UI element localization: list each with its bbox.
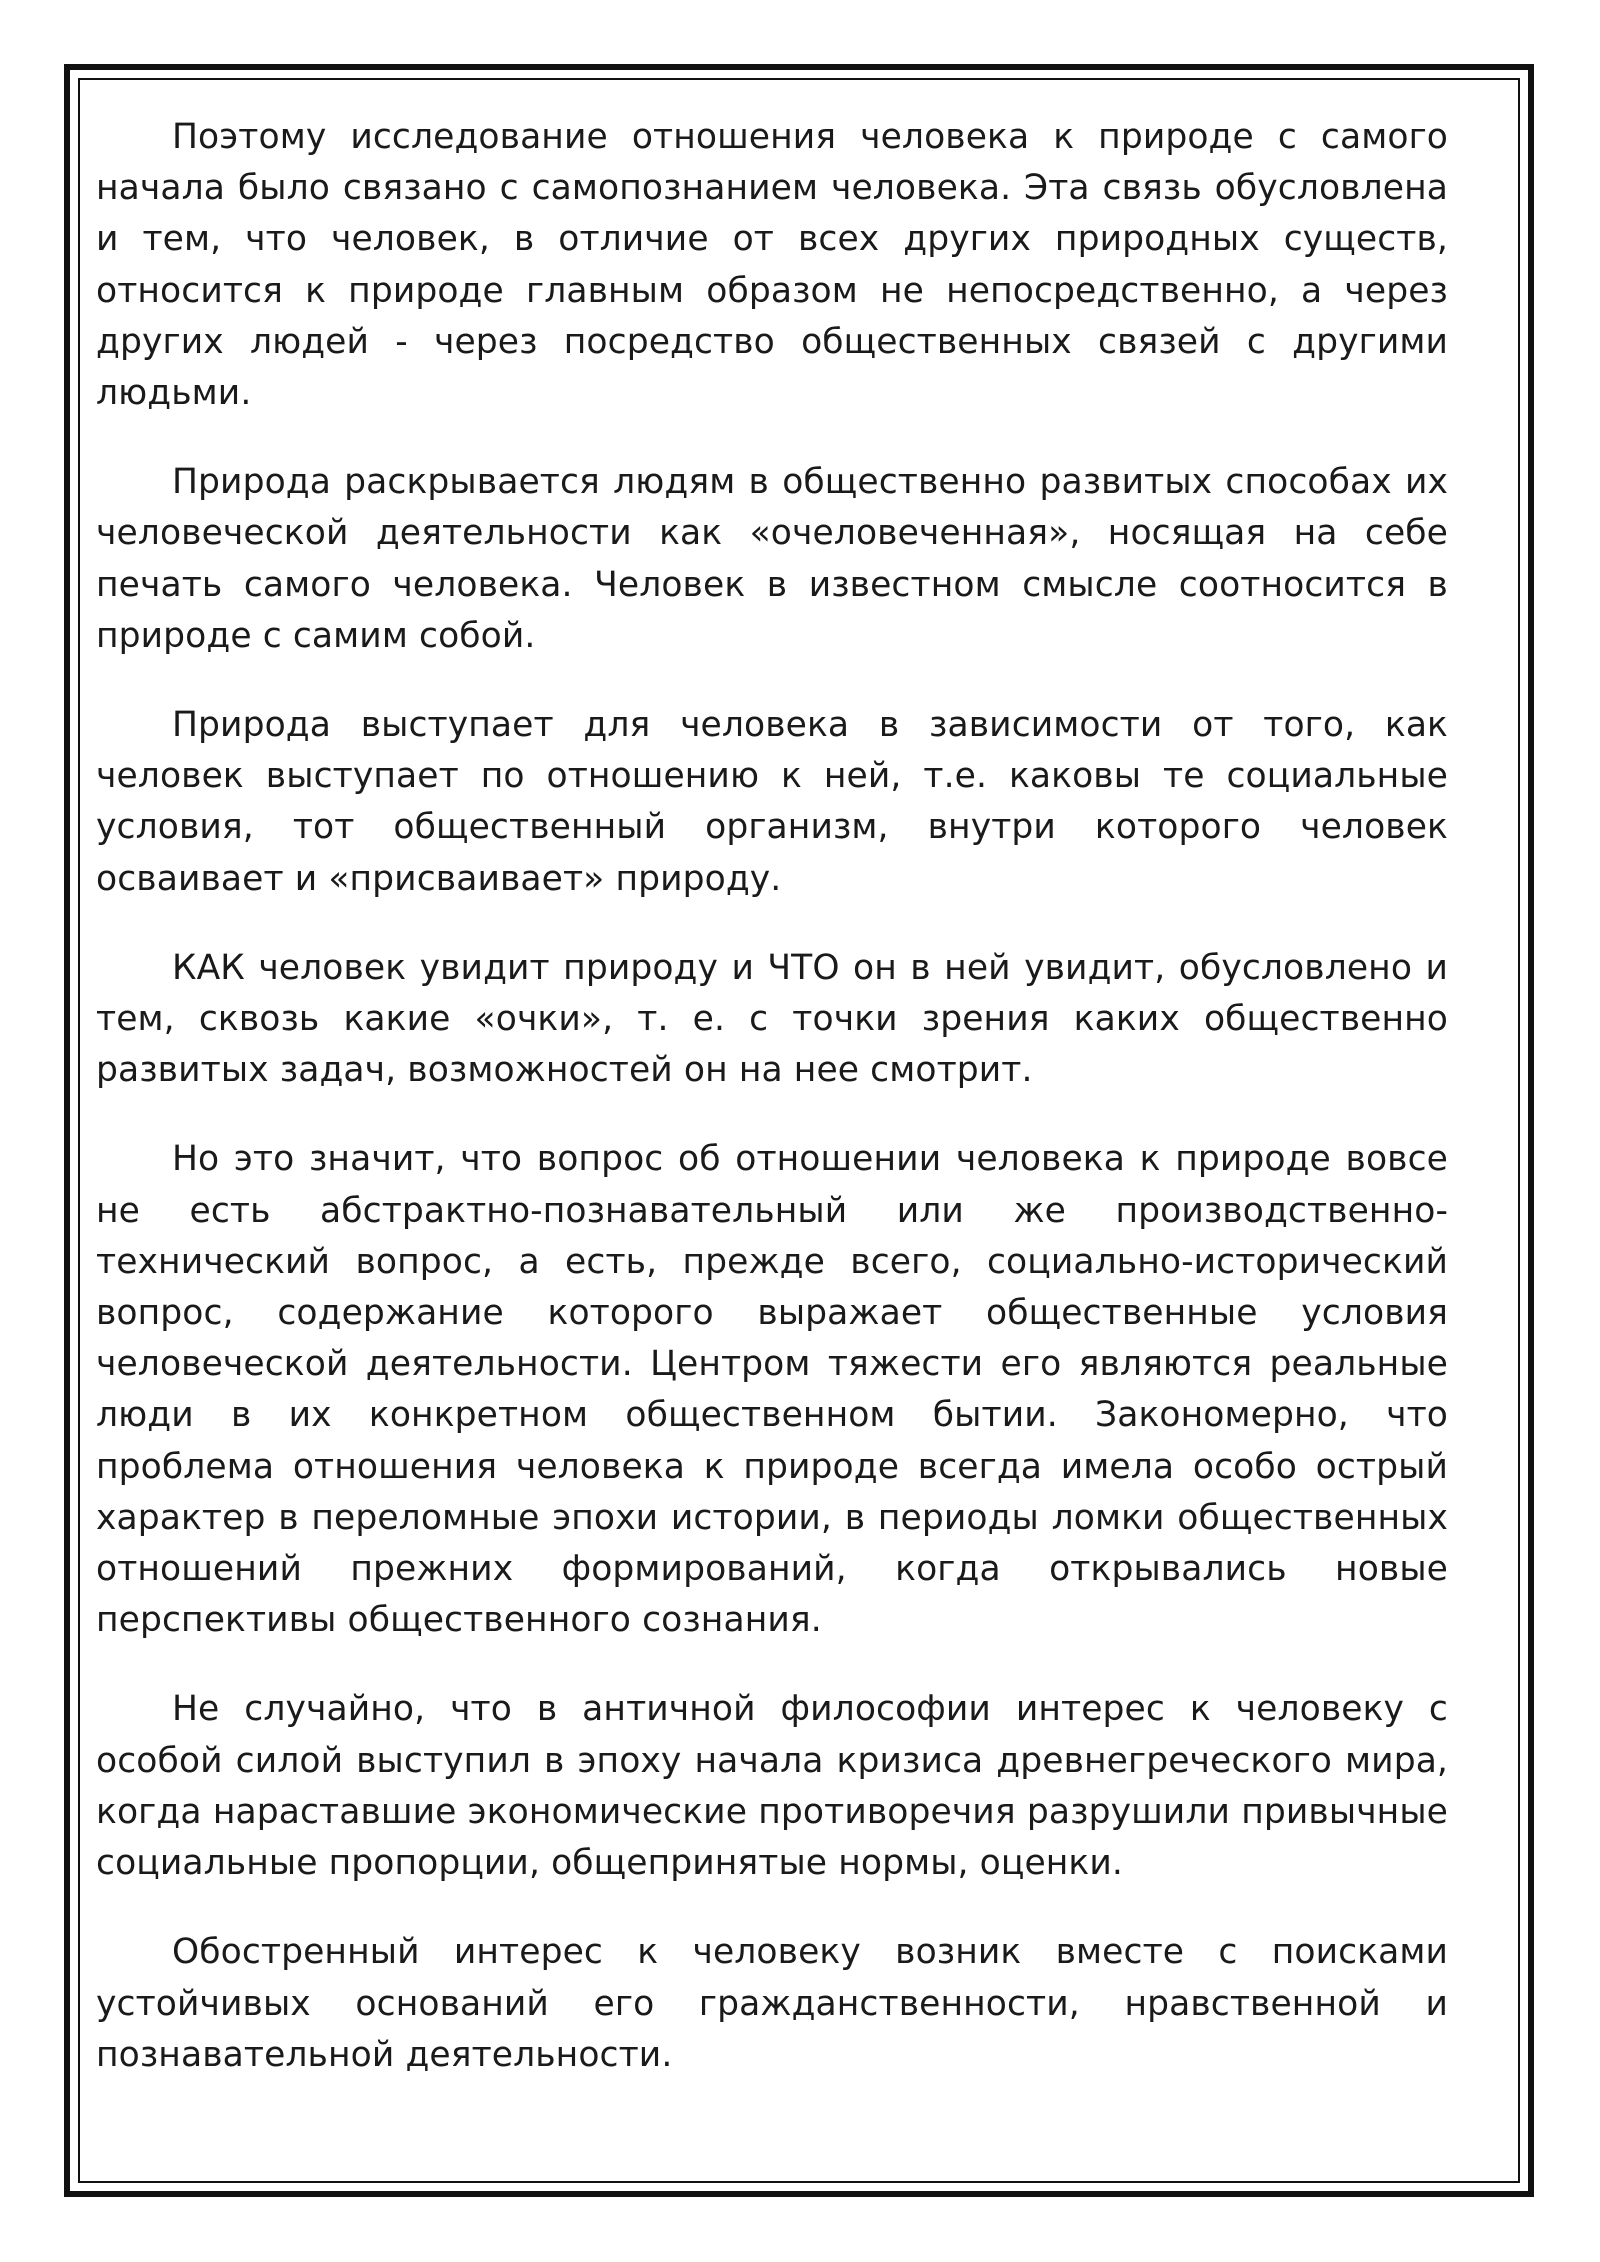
paragraph: Природа раскрывается людям в общественно развитых способах их человеческой деятельности как «очеловеченная», носящая на себе печать самого человека. Человек в известном смысле соотносится в природе с самим собой. — [96, 462, 1448, 656]
paragraph: Не случайно, что в античной философии интерес к человеку с особой силой выступил в эпоху начала кризиса древнегреческого мира, когда нараставшие экономические противоречия разрушили привычные социальные пропорции, общепринятые нормы, оценки. — [96, 1689, 1448, 1884]
paragraph: Обостренный интерес к человеку возник вместе с поисками устойчивых оснований его гражданственности, нравственной и познавательной деятельности. — [96, 1932, 1448, 2075]
document-body — [96, 112, 1448, 2119]
paragraph: КАК человек увидит природу и ЧТО он в ней увидит, обусловлено и тем, сквозь какие «очки», т. е. с точки зрения каких общественно развитых задач, возможностей он на нее смотрит. — [96, 947, 1448, 1091]
paragraph: Но это значит, что вопрос об отношении человека к природе вовсе не есть абстрактно-познавательный или же производственно-технический вопрос, а есть, прежде всего, социально-исторический вопрос, содержание которого выражает общественные условия человеческой деятельности. Центром тяжести его являются реальные люди в их конкретном общественном бытии. Закономерно, что проблема отношения человека к природе всегда имела особо острый характер в переломные эпохи истории, в периоды ломки общественных отношений прежних формирований, когда открывались новые перспективы общественного сознания. — [96, 1139, 1448, 1641]
paragraph: Природа выступает для человека в зависимости от того, как человек выступает по отношению к ней, т.е. каковы те социальные условия, тот общественный организм, внутри которого человек осваивает и «присваивает» природу. — [96, 705, 1448, 899]
paragraph: Поэтому исследование отношения человека к природе с самого начала было связано с самопознанием человека. Эта связь обусловлена и тем, что человек, в отличие от всех других природных существ, относится к природе главным образом не непосредственно, а через других людей - через посредство общественных связей с другими людьми. — [96, 117, 1448, 414]
